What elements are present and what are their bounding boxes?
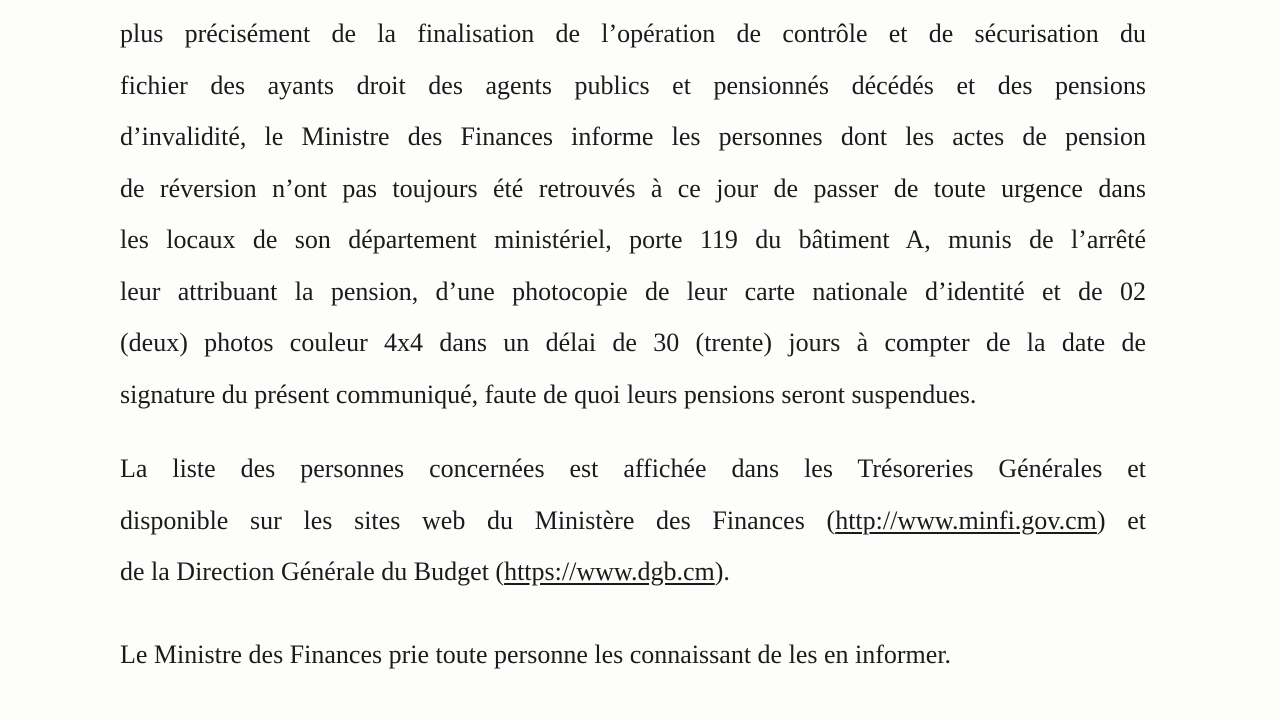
paragraph-line: les locaux de son département ministériel, porte 119 du bâtiment A, munis de l’arrêté [120, 225, 1146, 254]
dgb-website-link[interactable]: https://www.dgb.cm [504, 557, 715, 586]
paragraph-line: La liste des personnes concernées est affichée dans les Trésoreries Générales et [120, 454, 1146, 483]
paragraph-line-with-link [120, 546, 1146, 598]
paragraph-pension-notice [120, 8, 1146, 420]
text-segment: ) et [1096, 505, 1146, 535]
paragraph-line: fichier des ayants droit des agents publics et pensionnés décédés et des pensions [120, 70, 1146, 100]
minfi-website-link[interactable]: http://www.minfi.gov.cm [835, 505, 1097, 535]
paragraph-line-with-link [120, 495, 1146, 547]
text-segment: de la Direction Générale du Budget ( [120, 557, 505, 586]
paragraph-line: d’invalidité, le Ministre des Finances informe les personnes dont les actes de pension [120, 122, 1146, 151]
text-segment: ). [714, 557, 730, 586]
paragraph-line: Le Ministre des Finances prie toute personne les connaissant de les en informer. [120, 640, 952, 669]
paragraph-line: signature du présent communiqué, faute de quoi leurs pensions seront suspendues. [120, 379, 977, 409]
paragraph-line: (deux) photos couleur 4x4 dans un délai de 30 (trente) jours à compter de la date de [120, 328, 1146, 357]
paragraph-line: de réversion n’ont pas toujours été retrouvés à ce jour de passer de toute urgence dans [120, 173, 1146, 203]
text-segment: disponible sur les sites web du Ministère des Finances ( [120, 505, 836, 535]
paragraph-line: leur attribuant la pension, d’une photocopie de leur carte nationale d’identité et de 02 [120, 276, 1146, 306]
paragraph-list-availability [120, 443, 1146, 598]
paragraph-line: plus précisément de la finalisation de l’opération de contrôle et de sécurisation du [120, 19, 1146, 48]
paragraph-closing [120, 629, 1146, 681]
